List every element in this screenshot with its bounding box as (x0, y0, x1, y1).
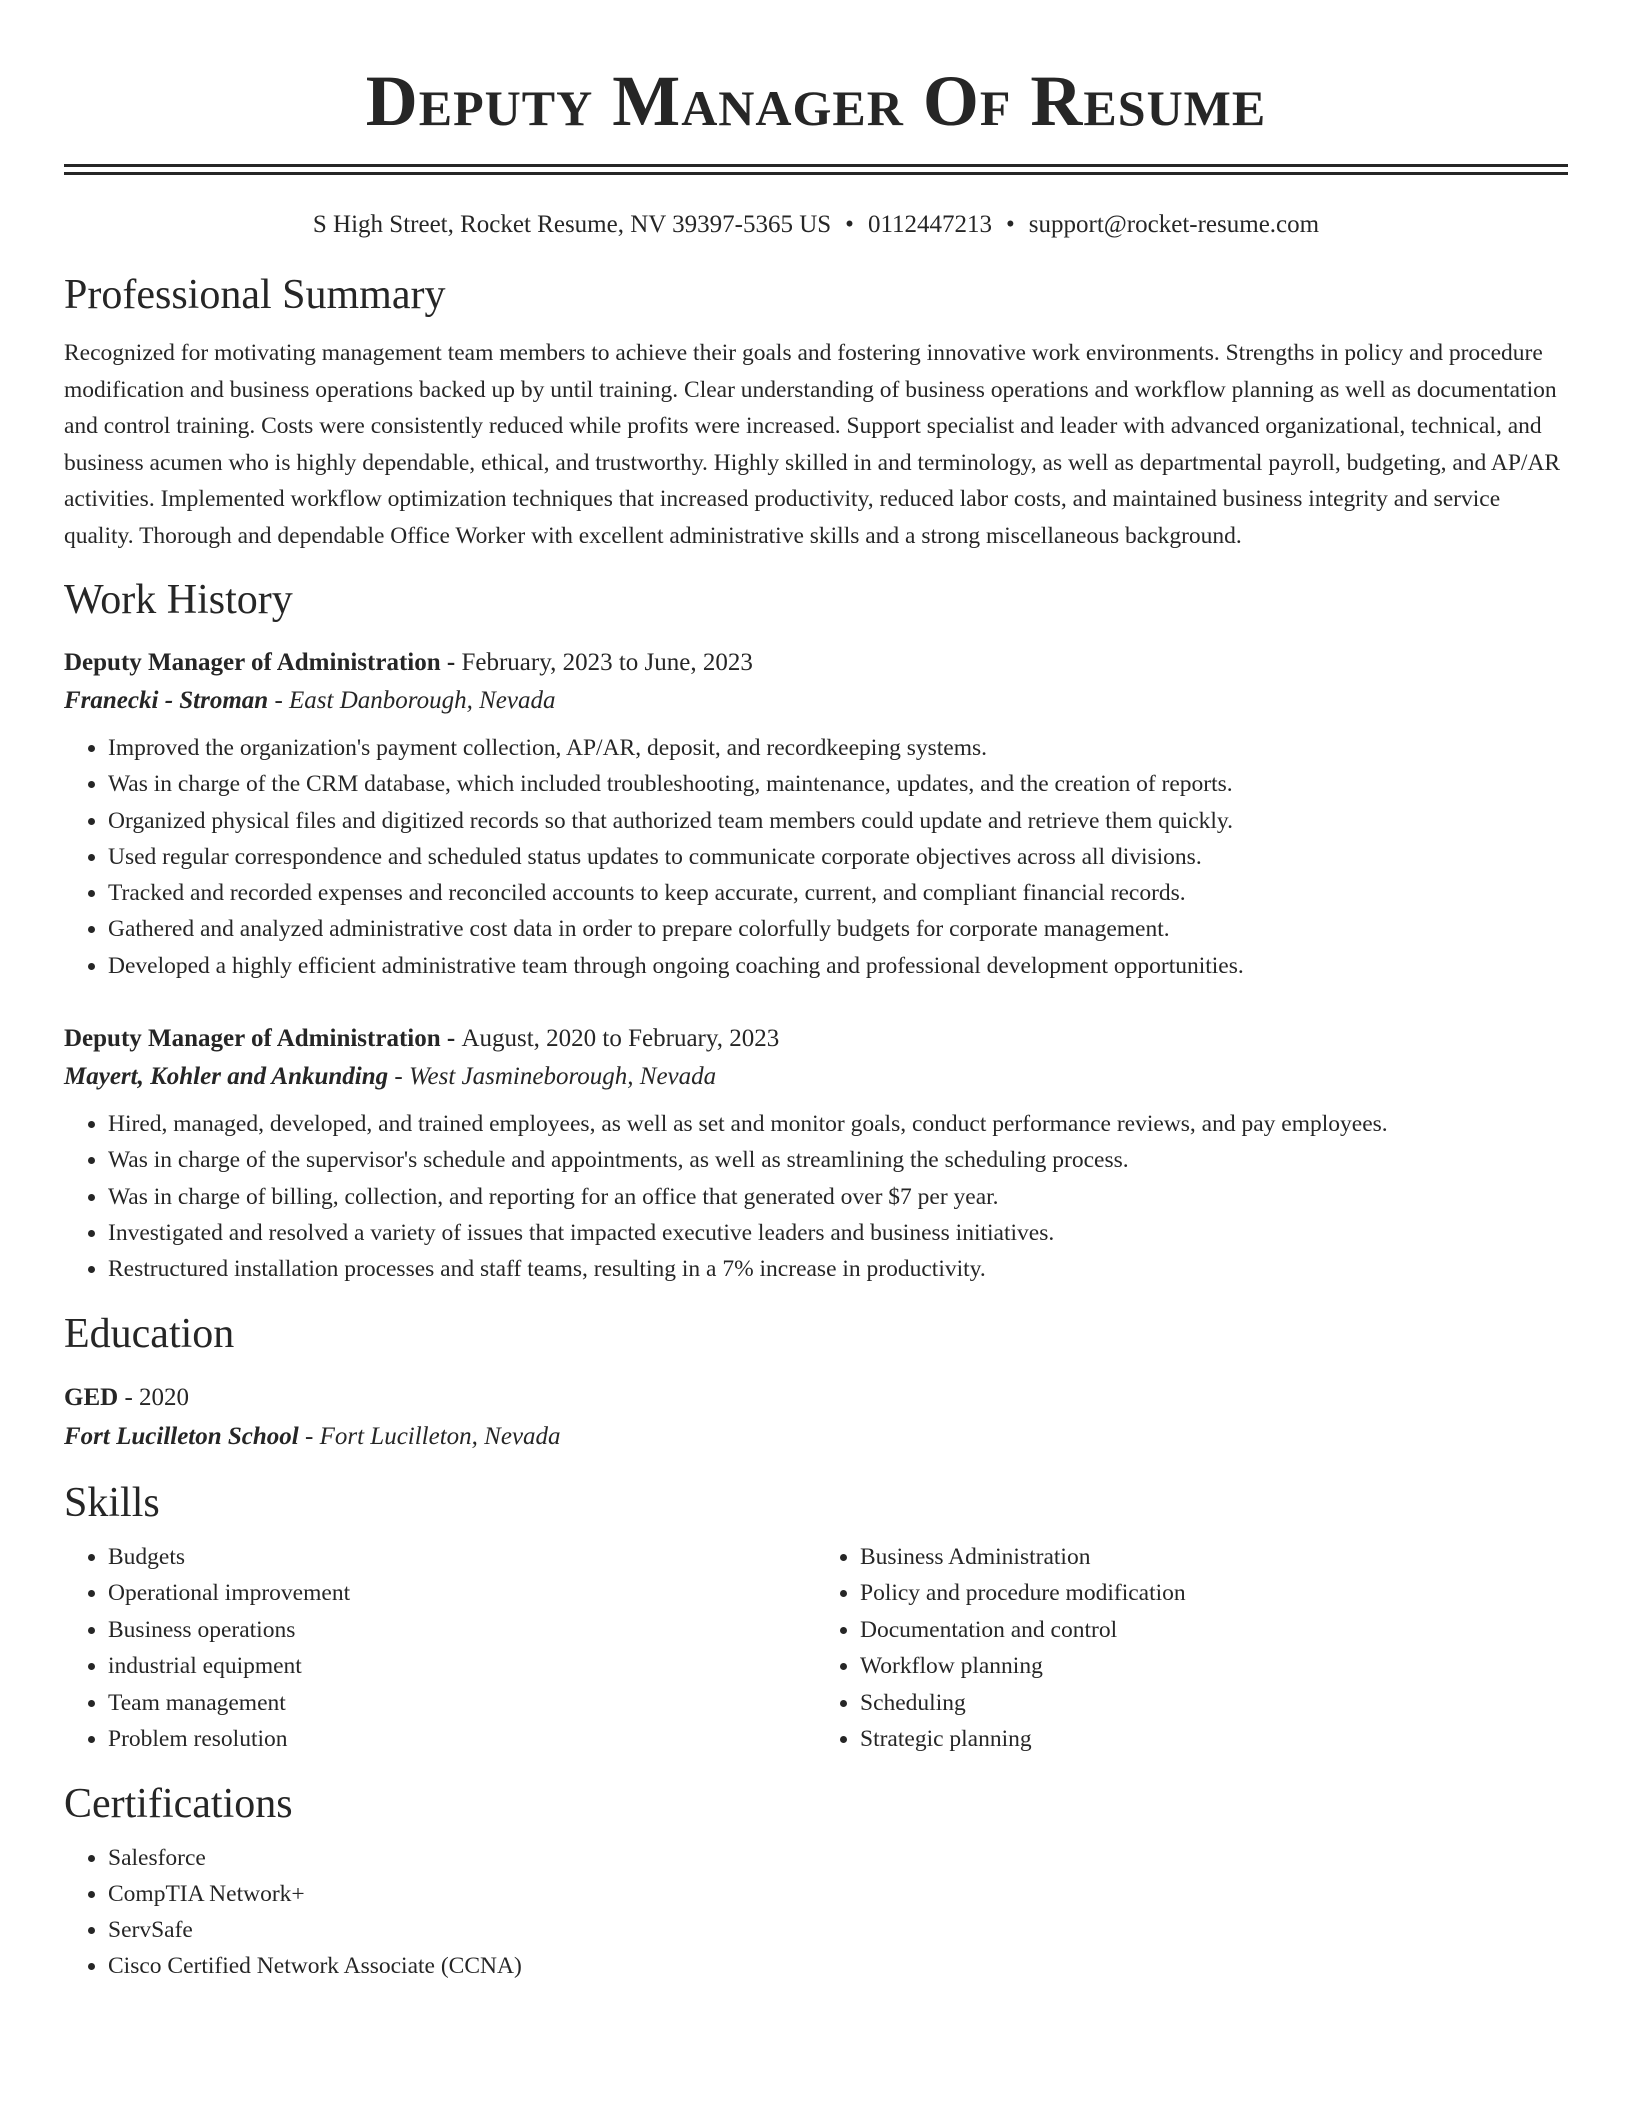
certifications-list (64, 1840, 1568, 1985)
list-item: • Tracked and recorded expenses and reconciled accounts to keep accurate, current, and compliant financial records. (108, 875, 1568, 911)
list-item: • Used regular correspondence and scheduled status updates to communicate corporate objectives across all divisions. (108, 839, 1568, 875)
list-item: • Organized physical files and digitized records so that authorized team members could update and retrieve them quickly. (108, 803, 1568, 839)
section-title-skills: Skills (64, 1479, 160, 1526)
education-entry (64, 1378, 1568, 1457)
education-year: 2020 (139, 1383, 190, 1411)
job-location: East Danborough, Nevada (289, 687, 556, 714)
job-dates: February, 2023 to June, 2023 (461, 649, 753, 676)
list-item: • Budgets (108, 1539, 816, 1576)
education-school-line: Fort Lucilleton School - Fort Lucilleton, Nevada (64, 1422, 561, 1450)
list-item: • Was in charge of the CRM database, which included troubleshooting, maintenance, updates, and the creation of reports. (108, 766, 1568, 802)
list-item: • Cisco Certified Network Associate (CCNA) (108, 1948, 1568, 1984)
contact-phone: 0112447213 (867, 211, 993, 238)
contact-separator: • (1006, 211, 1015, 238)
contact-line (64, 209, 1568, 241)
list-item: • Developed a highly efficient administrative team through ongoing coaching and professional development opportunities. (108, 948, 1568, 984)
job-dates: August, 2020 to February, 2023 (461, 1025, 780, 1053)
list-item: • Investigated and resolved a variety of issues that impacted executive leaders and business initiatives. (108, 1215, 1568, 1251)
list-item: • Business Administration (860, 1539, 1568, 1576)
skills-grid (64, 1539, 1568, 1758)
list-item: • Strategic planning (860, 1721, 1568, 1758)
job-bullet-list (64, 730, 1568, 984)
section-title-certifications: Certifications (64, 1780, 293, 1827)
section-title-summary: Professional Summary (64, 272, 446, 318)
contact-email: support@rocket-resume.com (1028, 211, 1320, 238)
list-item: • Policy and procedure modification (860, 1575, 1568, 1612)
job-entry (64, 1020, 1568, 1287)
list-item: • Salesforce (108, 1840, 1568, 1876)
list-item: • Team management (108, 1685, 816, 1722)
job-bullet-list (64, 1106, 1568, 1287)
list-item: • ServSafe (108, 1912, 1568, 1948)
contact-address: S High Street, Rocket Resume, NV 39397-5365 US (312, 211, 832, 238)
job-entry (64, 644, 1568, 984)
job-company-line: Franecki - Stroman - East Danborough, Nevada (64, 687, 556, 714)
education-location: Fort Lucilleton, Nevada (319, 1422, 561, 1450)
education-degree: GED (64, 1383, 119, 1411)
list-item: • Scheduling (860, 1685, 1568, 1722)
list-item: • Restructured installation processes and staff teams, resulting in a 7% increase in productivity. (108, 1251, 1568, 1287)
list-item: • Was in charge of billing, collection, and reporting for an office that generated over $7 per year. (108, 1179, 1568, 1215)
list-item: • Documentation and control (860, 1612, 1568, 1649)
job-position: Deputy Manager of Administration (64, 1025, 441, 1053)
skills-column-right (816, 1539, 1568, 1758)
header-double-rule (64, 164, 1568, 175)
job-company: Mayert, Kohler and Ankunding (64, 1063, 389, 1091)
education-school: Fort Lucilleton School (64, 1422, 299, 1450)
list-item: • Operational improvement (108, 1575, 816, 1612)
list-item: • Problem resolution (108, 1721, 816, 1758)
list-item: • Hired, managed, developed, and trained employees, as well as set and monitor goals, conduct performance reviews, and pay employees. (108, 1106, 1568, 1142)
section-title-education: Education (64, 1310, 235, 1357)
education-degree-line: GED - 2020 (64, 1383, 190, 1411)
job-position: Deputy Manager of Administration (64, 649, 441, 676)
contact-separator: • (845, 211, 854, 238)
list-item: • industrial equipment (108, 1648, 816, 1685)
job-location: West Jasmineborough, Nevada (409, 1063, 717, 1091)
list-item: • Business operations (108, 1612, 816, 1649)
job-title-line: Deputy Manager of Administration - August, 2020 to February, 2023 (64, 1025, 780, 1053)
summary-text: Recognized for motivating management team members to achieve their goals and fostering innovative work environments. Strengths in policy and procedure modification and business operations backed up by until training. Clear understanding of business operations and workflow planning as well as documentation and control training. Costs were consistently reduced while profits were increased. Support specialist and leader with advanced organizational, technical, and business acumen who is highly dependable, ethical, and trustworthy. Highly skilled in and terminology, as well as departmental payroll, budgeting, and AP/AR activities. Implemented workflow optimization techniques that increased productivity, reduced labor costs, and maintained business integrity and service quality. Thorough and dependable Office Worker with excellent administrative skills and a strong miscellaneous background. (64, 340, 1561, 549)
resume-name: Deputy Manager Of Resume (365, 61, 1267, 141)
section-title-work-history: Work History (64, 577, 293, 623)
job-title-line: Deputy Manager of Administration - February, 2023 to June, 2023 (64, 649, 753, 676)
job-company-line: Mayert, Kohler and Ankunding - West Jasmineborough, Nevada (64, 1063, 717, 1091)
list-item: • Improved the organization's payment collection, AP/AR, deposit, and recordkeeping systems. (108, 730, 1568, 766)
list-item: • Workflow planning (860, 1648, 1568, 1685)
list-item: • CompTIA Network+ (108, 1876, 1568, 1912)
list-item: • Was in charge of the supervisor's schedule and appointments, as well as streamlining the scheduling process. (108, 1142, 1568, 1178)
skills-column-left (64, 1539, 816, 1758)
job-company: Franecki - Stroman (64, 687, 269, 714)
list-item: • Gathered and analyzed administrative cost data in order to prepare colorfully budgets for corporate management. (108, 911, 1568, 947)
